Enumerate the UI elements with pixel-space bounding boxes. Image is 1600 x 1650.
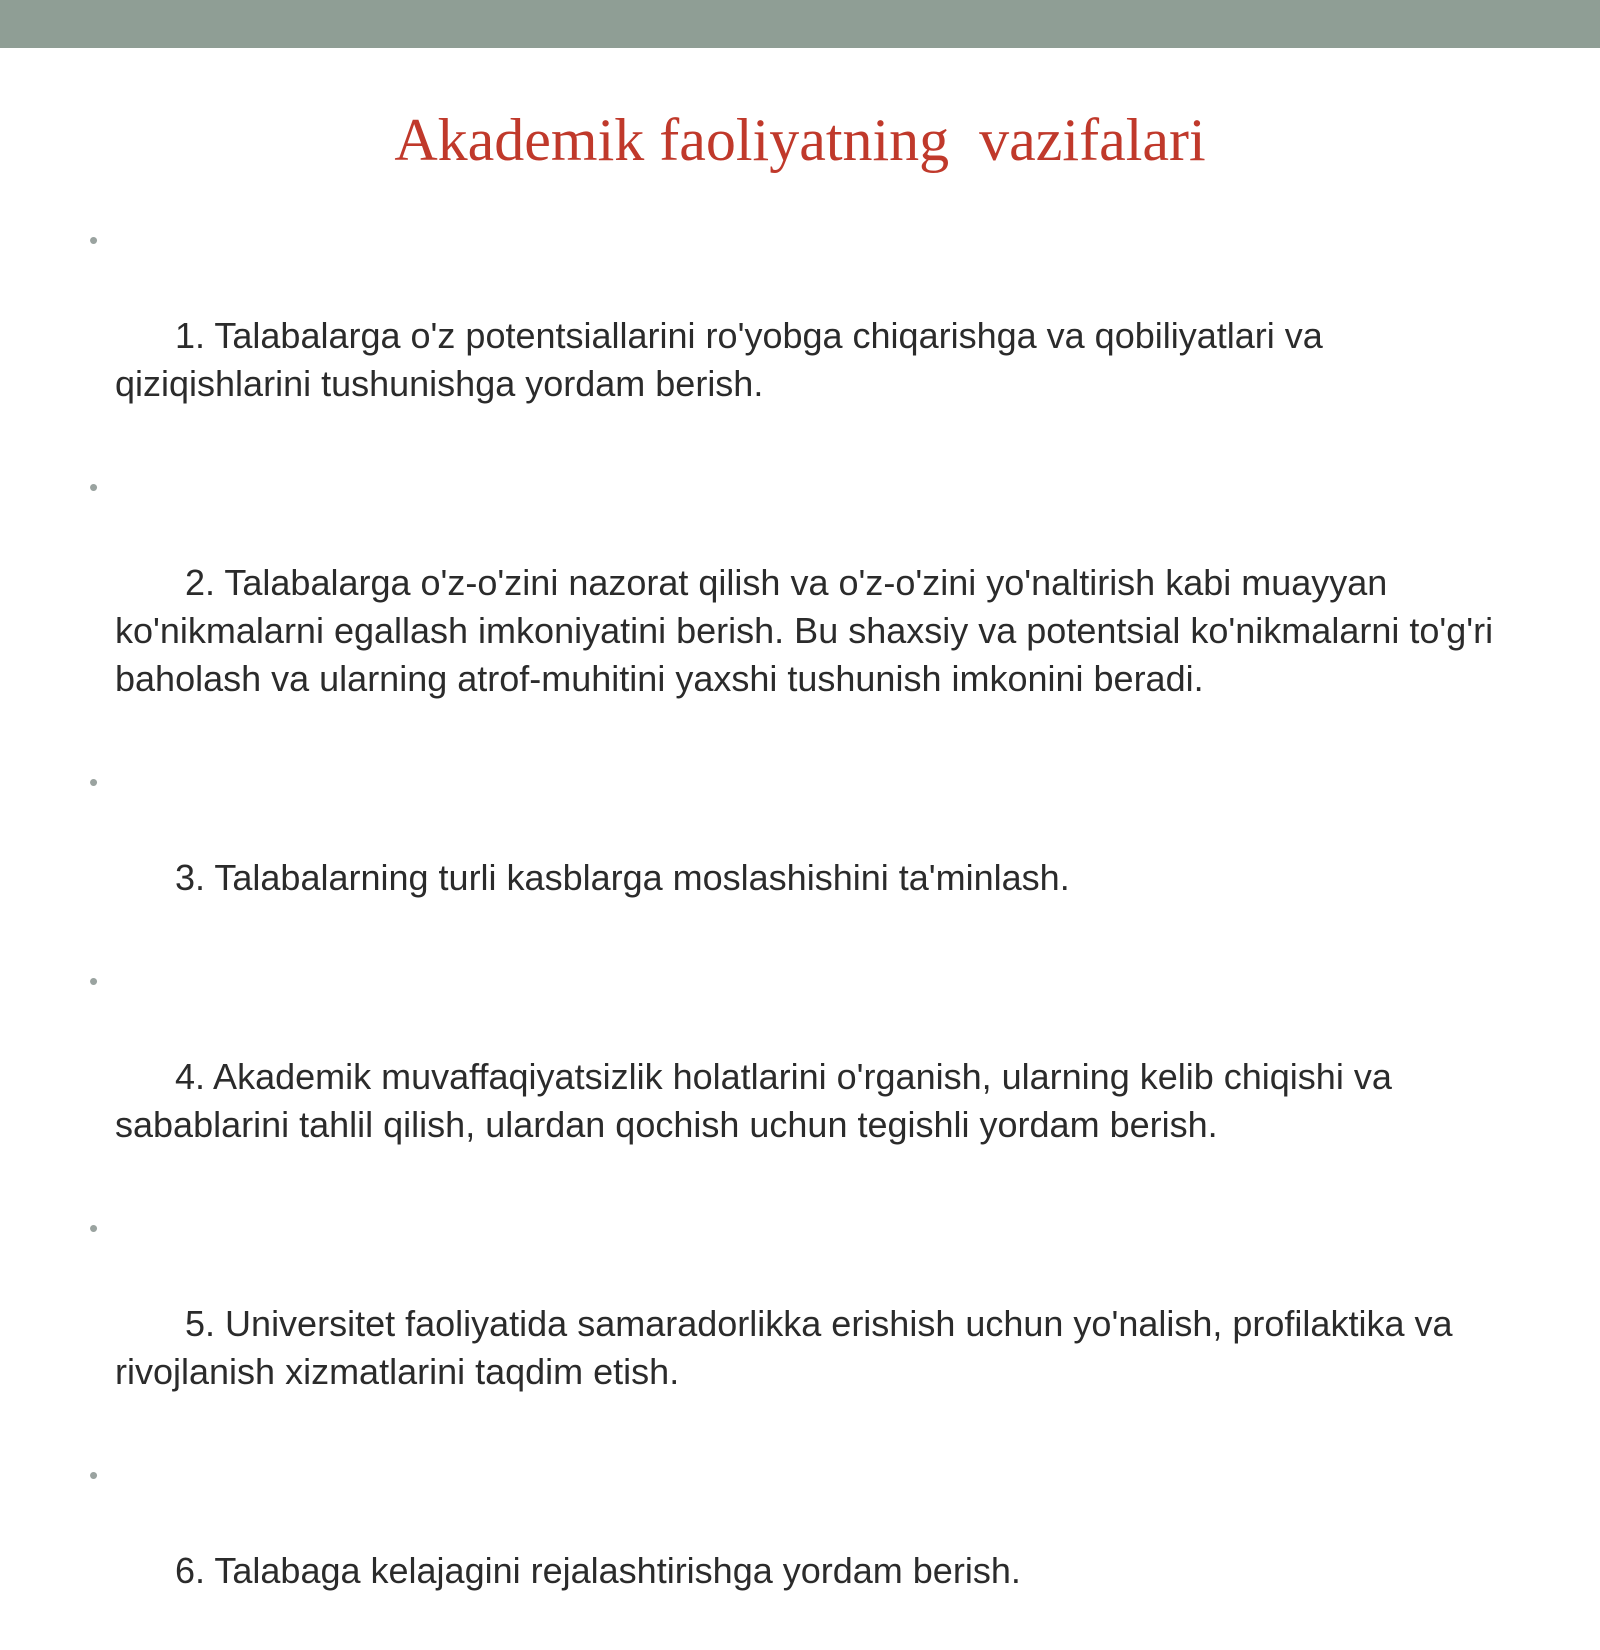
bullet-item	[89, 1204, 1495, 1444]
bullet-item	[89, 216, 1495, 456]
bullet-item	[89, 1451, 1495, 1643]
slide-title: Akademik faoliyatning vazifalari	[394, 107, 1206, 173]
bullet-dot-icon: •	[89, 767, 99, 797]
bullet-dot-icon: •	[89, 225, 99, 255]
bullet-dot-icon: •	[89, 1213, 99, 1243]
bullet-list	[89, 216, 1504, 1650]
bullet-text: 4. Akademik muvaffaqiyatsizlik holatlarini o'rganish, ularning kelib chiqishi va sabablarini tahlil qilish, ulardan qochish uchun tegishli yordam berish.	[115, 1056, 1402, 1145]
bullet-dot-icon: •	[89, 966, 99, 996]
bullet-text: 3. Talabalarning turli kasblarga moslashishini ta'minlash.	[175, 857, 1070, 898]
bullet-item	[89, 463, 1504, 751]
bullet-text: 6. Talabaga kelajagini rejalashtirishga yordam berish.	[175, 1550, 1021, 1591]
bullet-text: 2. Talabalarga o'z-o'zini nazorat qilish va o'z-o'zini yo'naltirish kabi muayyan ko'nikmalarni egallash imkoniyatini berish. Bu shaxsiy va potentsial ko'nikmalarni to'g'ri baholash va ularning atrof-muhitini yaxshi tushunish imkonini beradi.	[115, 562, 1504, 699]
bullet-dot-icon: •	[89, 472, 99, 502]
bullet-text: 1. Talabalarga o'z potentsiallarini ro'yobga chiqarishga va qobiliyatlari va qiziqishlarini tushunishga yordam berish.	[115, 315, 1333, 404]
bullet-item	[89, 758, 1495, 950]
bullet-text: 5. Universitet faoliyatida samaradorlikka erishish uchun yo'nalish, profilaktika va rivojlanish xizmatlarini taqdim etish.	[115, 1303, 1463, 1392]
bullet-item	[89, 957, 1495, 1197]
bullet-dot-icon: •	[89, 1460, 99, 1490]
top-accent-band	[0, 0, 1600, 48]
